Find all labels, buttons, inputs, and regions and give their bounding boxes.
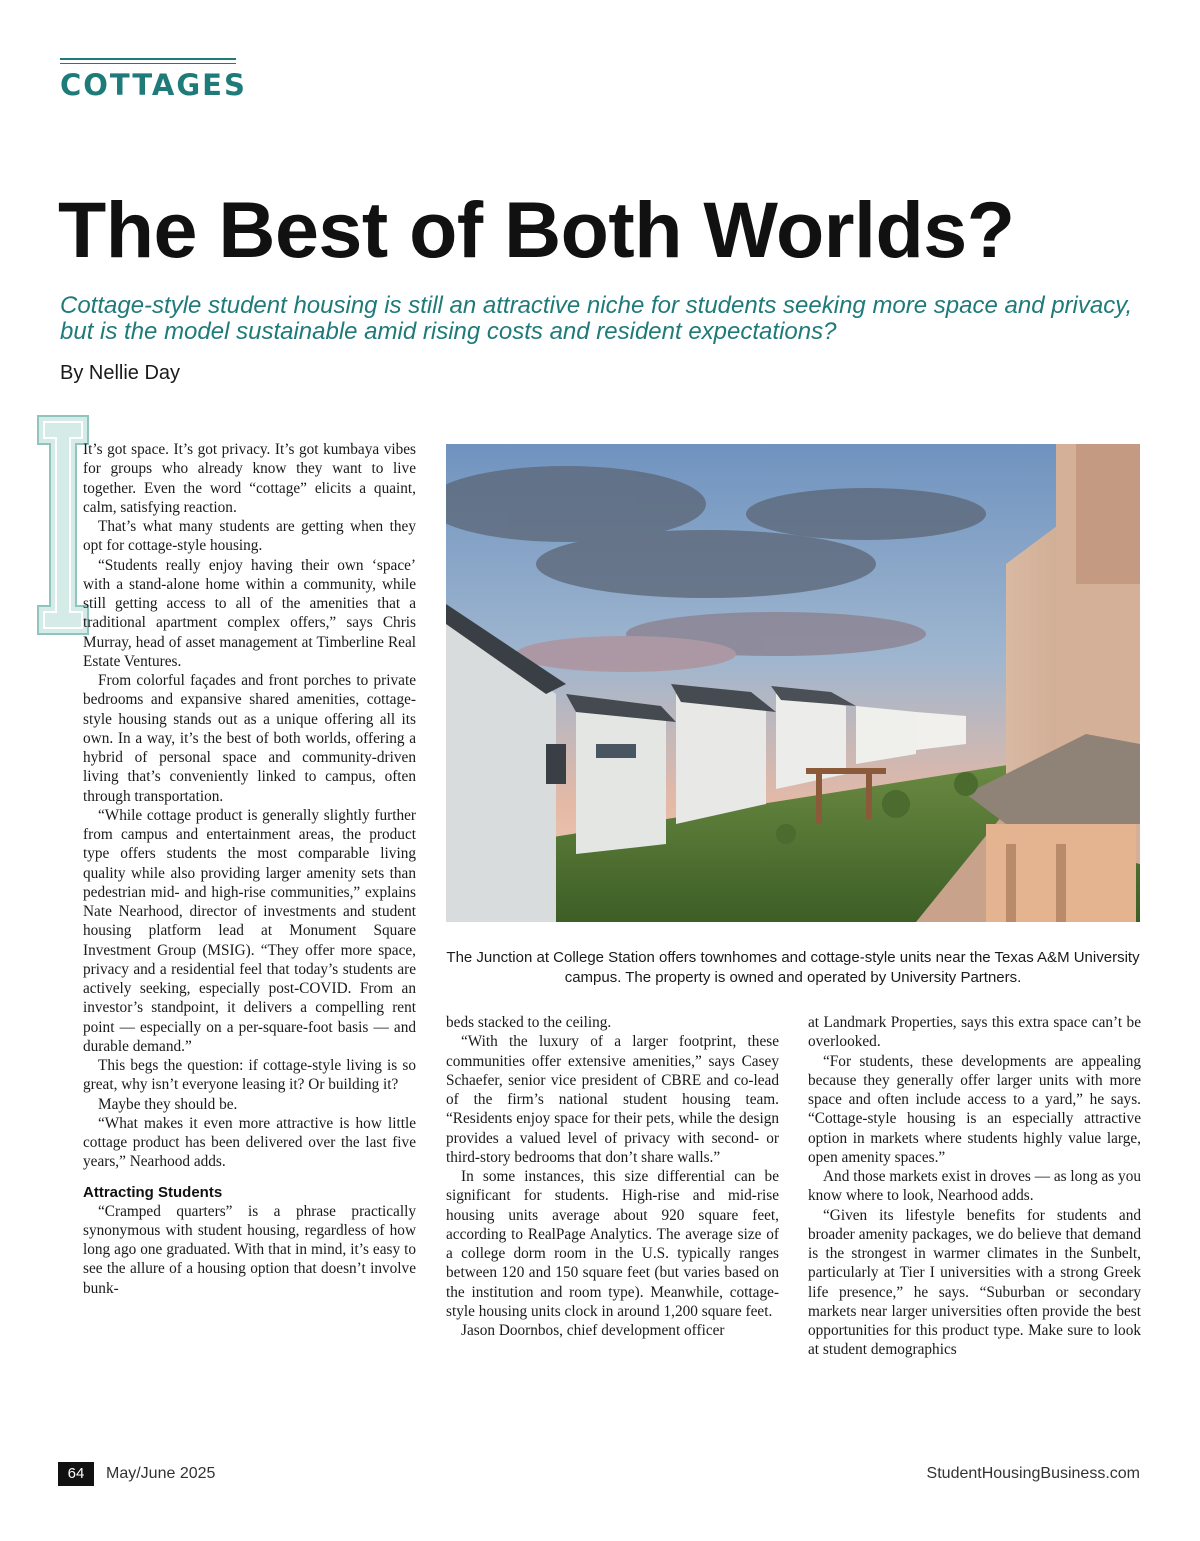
paragraph: Jason Doornbos, chief development officer [461, 1322, 725, 1339]
section-label-text: COTTAGES [60, 68, 247, 102]
byline: By Nellie Day [60, 362, 181, 384]
section-rule-top [60, 58, 236, 60]
section-label [60, 58, 247, 102]
paragraph: It’s got space. It’s got privacy. It’s got kumbaya vibes for groups who already know they want to live together. Even the word “cottage” elicits a quaint, calm, satisfying reaction. [83, 441, 416, 516]
paragraph: Maybe they should be. [98, 1095, 238, 1113]
paragraph: From colorful façades and front porches to private bedrooms and expansive shared amenities, cottage-style housing stands out as a unique offering all its own. In a way, it’s the best of both worlds, offering a hybrid of personal space and community-driven living that’s conveniently linked to campus, often through transportation. [83, 672, 416, 805]
paragraph: beds stacked to the ceiling. [446, 1014, 612, 1031]
article-column-2 [446, 1013, 779, 1340]
website-link[interactable]: StudentHousingBusiness.com [926, 1465, 1140, 1482]
headline: The Best of Both Worlds? [58, 185, 1015, 274]
photo-caption: The Junction at College Station offers townhomes and cottage-style units near the Texas A&M University campus. The property is owned and operated by University Partners. [446, 949, 1140, 986]
paragraph: “Students really enjoy having their own ‘space’ with a stand-alone home within a community, while still getting access to all of the amenities that a traditional apartment complex offers,” says Chris Murray, head of asset management at Timberline Real Estate Ventures. [83, 556, 416, 670]
page-number: 64 [58, 1462, 94, 1486]
deck: Cottage-style student housing is still an attractive niche for students seeking more space and privacy, but is the model sustainable amid rising costs and resident expectations? [60, 292, 1133, 345]
paragraph: “While cottage product is generally slightly further from campus and entertainment areas, the product type offers students the most comparable living quality while also providing larger amenity sets than pedestrian mid- and high-rise communities,” explains Nate Nearhood, director of investments and student housing platform lead at Monument Square Investment Group (MSIG). “They offer more space, privacy and a residential feel that today’s students are actively seeking, especially post-COVID. From an investor’s standpoint, it delivers a compelling rent point — especially on a per-square-foot basis — and durable demand.” [83, 806, 416, 1055]
section-rule-top-thin [60, 63, 236, 64]
paragraph: In some instances, this size differential can be significant for students. High-rise and mid-rise housing units average about 920 square feet, according to RealPage Analytics. The average size of a college dorm room in the U.S. typically ranges between 120 and 150 square feet (but varies based on the institution and room type). Meanwhile, cottage-style housing units clock in around 1,200 square feet. [446, 1168, 779, 1320]
issue-date: May/June 2025 [106, 1465, 216, 1482]
paragraph: “With the luxury of a larger footprint, these communities offer extensive amenities,” says Casey Schaefer, senior vice president of CBRE and co-lead of the firm’s national student housing team. “Residents enjoy space for their pets, while the design provides a valued level of privacy with second- or third-story bedrooms that don’t share walls.” [446, 1033, 779, 1166]
paragraph: “For students, these developments are appealing because they generally offer larger units with more space and often include access to a yard,” he says. “Cottage-style housing is an especially attractive option in markets where students highly value large, open amenity spaces.” [808, 1052, 1141, 1166]
article-column-1 [83, 440, 416, 1298]
paragraph: at Landmark Properties, says this extra space can’t be overlooked. [808, 1014, 1141, 1051]
paragraph: “Given its lifestyle benefits for students and broader amenity packages, we do believe that demand is the strongest in warmer climates in the Sunbelt, particularly at Tier I universities with a strong Greek life presence,” he says. “Suburban or secondary markets near larger universities often provide the best opportunities for this product type. Make sure to look at student demographics [808, 1206, 1141, 1359]
paragraph: That’s what many students are getting when they opt for cottage-style housing. [83, 518, 416, 555]
paragraph: This begs the question: if cottage-style living is so great, why isn’t everyone leasing it? Or building it? [83, 1057, 416, 1094]
article-column-3 [808, 1013, 1141, 1360]
property-photo [446, 444, 1140, 922]
paragraph: And those markets exist in droves — as long as you know where to look, Nearhood adds. [808, 1168, 1141, 1205]
dropcap-letter [36, 414, 90, 636]
subhead: Attracting Students [83, 1183, 223, 1201]
paragraph: “What makes it even more attractive is how little cottage product has been delivered over the last five years,” Nearhood adds. [83, 1114, 416, 1171]
paragraph: “Cramped quarters” is a phrase practically synonymous with student housing, regardless of how long ago one graduated. With that in mind, it’s easy to see the allure of a housing option that doesn’t involve bunk- [83, 1202, 416, 1297]
